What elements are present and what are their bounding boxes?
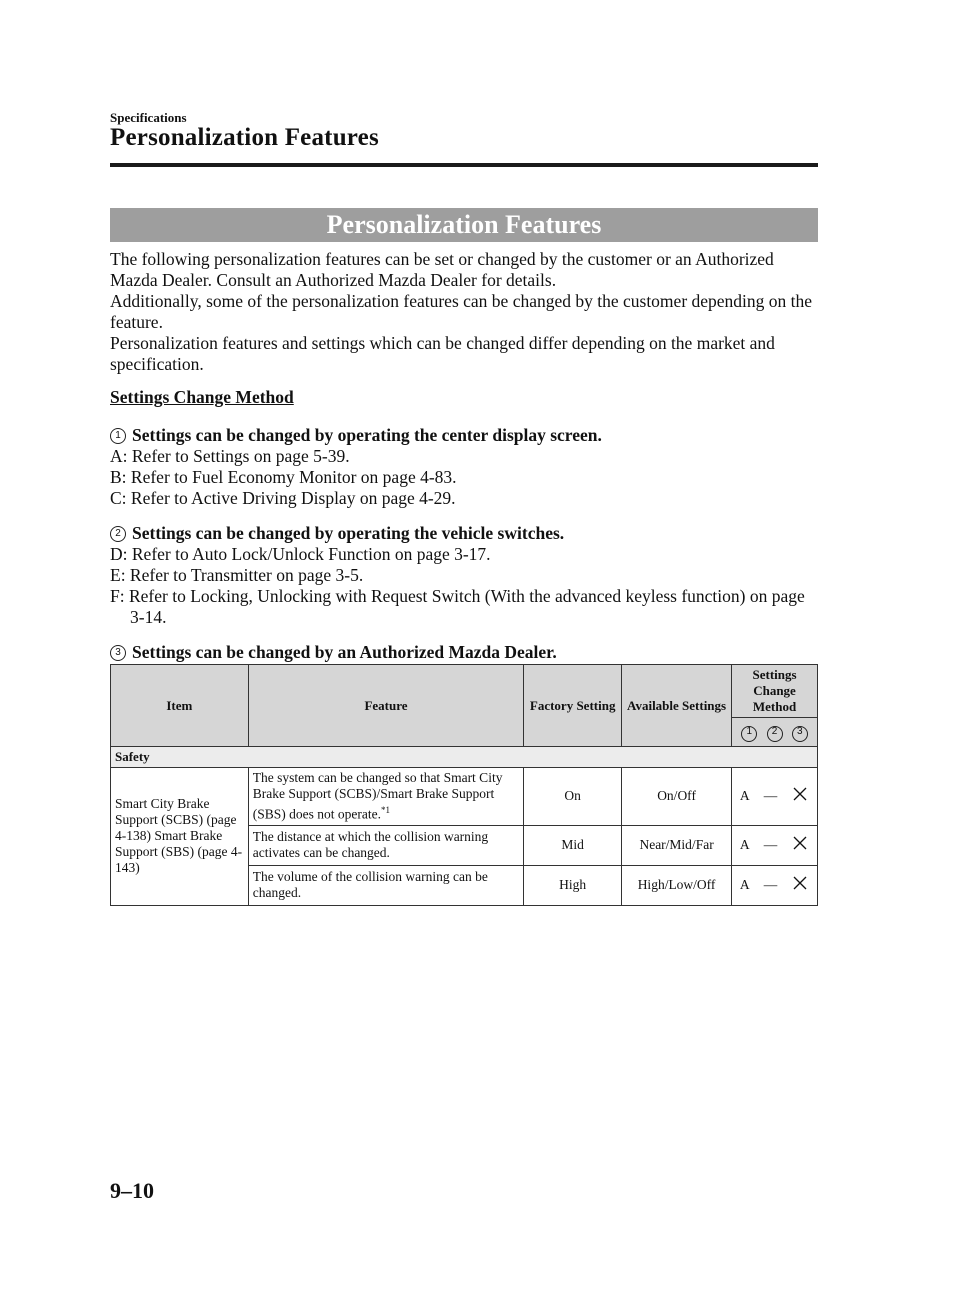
heading-rule — [110, 163, 818, 167]
intro-paragraph: Personalization features and settings which can be changed differ depending on the market and specification. — [110, 333, 775, 374]
available-cell: Near/Mid/Far — [622, 825, 732, 865]
col-header-feature: Feature — [248, 665, 523, 747]
category-label: Safety — [111, 747, 818, 768]
page-heading: Personalization Features — [110, 124, 379, 151]
method-heading: Settings Change Method — [110, 387, 294, 407]
section-banner: Personalization Features — [110, 208, 818, 242]
method-line: D: Refer to Auto Lock/Unlock Function on page 3-17. — [110, 544, 491, 564]
method-block-2 — [110, 523, 820, 628]
method-3-cell — [783, 768, 817, 826]
feature-cell — [248, 768, 523, 826]
method-line: A: Refer to Settings on page 5-39. — [110, 446, 350, 466]
col-header-method: Settings Change Method — [732, 665, 818, 718]
circled-two-icon: 2 — [767, 726, 783, 742]
method-3-cell — [783, 865, 817, 905]
col-header-item: Item — [111, 665, 249, 747]
method-heading-3 — [110, 642, 820, 663]
available-cell: High/Low/Off — [622, 865, 732, 905]
table-header-row — [111, 665, 818, 718]
intro-text — [110, 249, 820, 375]
circled-three-icon: 3 — [110, 645, 126, 661]
method-heading-2 — [110, 523, 820, 544]
method-line: E: Refer to Transmitter on page 3-5. — [110, 565, 364, 585]
available-cell: On/Off — [622, 768, 732, 826]
intro-paragraph: Additionally, some of the personalization features can be changed by the customer depending on the feature. — [110, 291, 813, 332]
method-1-cell: A — [732, 865, 758, 905]
method-3-cell — [783, 825, 817, 865]
item-label: Smart City Brake Support (SCBS) (page 4-138) Smart Brake Support (SBS) (page 4-143) — [111, 768, 249, 906]
method-2-cell: — — [758, 825, 784, 865]
intro-paragraph: The following personalization features can be set or changed by the customer or an Authorized Mazda Dealer. Consult an Authorized Mazda Dealer for details. — [110, 249, 774, 290]
page-number: 9–10 — [110, 1178, 154, 1203]
cross-icon — [793, 787, 807, 801]
personalization-table — [110, 664, 818, 906]
feature-cell: The distance at which the collision warning activates can be changed. — [248, 825, 523, 865]
section-label: Specifications — [110, 110, 187, 125]
method-line: C: Refer to Active Driving Display on page 4-29. — [110, 488, 456, 508]
cross-icon — [793, 836, 807, 850]
footnote-mark: *1 — [380, 805, 390, 815]
feature-text: The system can be changed so that Smart City Brake Support (SCBS)/Smart Brake Support (SBS) does not operate. — [252, 770, 503, 822]
circled-one-icon: 1 — [110, 428, 126, 444]
method-heading-text: Settings can be changed by operating the center display screen. — [132, 425, 602, 445]
method-heading-1 — [110, 425, 820, 446]
feature-cell: The volume of the collision warning can be changed. — [248, 865, 523, 905]
method-heading-text: Settings can be changed by an Authorized Mazda Dealer. — [132, 642, 557, 662]
circled-two-icon: 2 — [110, 526, 126, 542]
method-1-cell: A — [732, 825, 758, 865]
method-1-cell: A — [732, 768, 758, 826]
method-line: F: Refer to Locking, Unlocking with Request Switch (With the advanced keyless function) on page 3-14. — [110, 586, 805, 627]
method-icons — [732, 718, 818, 747]
factory-cell: Mid — [524, 825, 622, 865]
method-2-cell: — — [758, 865, 784, 905]
method-block-3 — [110, 642, 820, 663]
circled-one-icon: 1 — [741, 726, 757, 742]
cross-icon — [793, 876, 807, 890]
table-row — [111, 768, 818, 826]
factory-cell: High — [524, 865, 622, 905]
col-header-factory: Factory Setting — [524, 665, 622, 747]
method-block-1 — [110, 425, 820, 509]
factory-cell: On — [524, 768, 622, 826]
category-row — [111, 747, 818, 768]
method-line: B: Refer to Fuel Economy Monitor on page 4-83. — [110, 467, 457, 487]
method-2-cell: — — [758, 768, 784, 826]
circled-three-icon: 3 — [792, 726, 808, 742]
method-heading-text: Settings can be changed by operating the vehicle switches. — [132, 523, 565, 543]
col-header-available: Available Settings — [622, 665, 732, 747]
